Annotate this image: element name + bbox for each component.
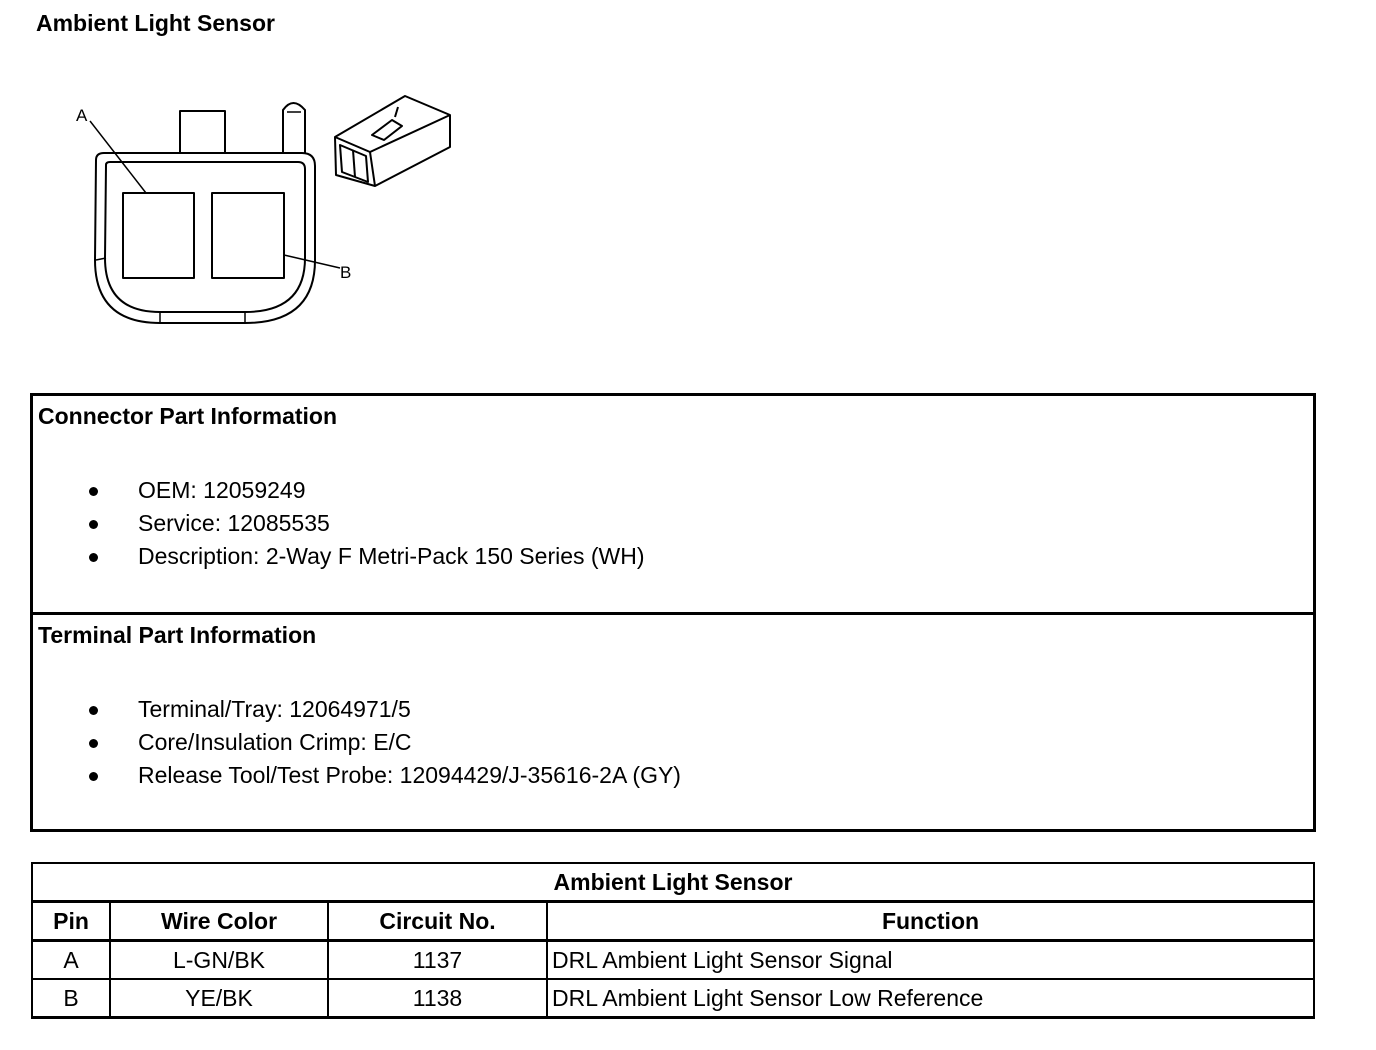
table-row [32,979,1314,1018]
column-header: Circuit No. [328,902,547,941]
wire-color-cell: L-GN/BK [110,941,328,980]
table-caption: Ambient Light Sensor [32,863,1314,902]
column-header: Pin [32,902,110,941]
pin-cell: B [32,979,110,1018]
bullet-icon [89,487,98,496]
page-title: Ambient Light Sensor [36,10,275,36]
pin-a-label: A [76,106,88,125]
bullet-icon [89,553,98,562]
pin-cell: A [32,941,110,980]
connector-part-info: Connector Part Information OEM: 12059249 Service: 12085535 Description: 2-Way F Metri-Pack 150 Series (WH) [33,396,1313,615]
bullet-icon [89,772,98,781]
function-cell: DRL Ambient Light Sensor Low Reference [547,979,1314,1018]
bullet-icon [89,520,98,529]
terminal-info-heading: Terminal Part Information [38,622,317,648]
column-header: Wire Color [110,902,328,941]
connector-info-heading: Connector Part Information [38,403,338,429]
pin-b-label: B [340,263,352,282]
pin-table [31,862,1315,1019]
circuit-cell: 1138 [328,979,547,1018]
bullet-icon [89,739,98,748]
terminal-part-info: Terminal Part Information Terminal/Tray: 12064971/5 Core/Insulation Crimp: E/C Release Tool/Test Probe: 12094429/J-35616-2A (GY) [38,622,681,788]
wire-color-cell: YE/BK [110,979,328,1018]
function-cell: DRL Ambient Light Sensor Signal [547,941,1314,980]
connector-diagram [60,90,480,340]
part-information-box [30,393,1316,832]
table-row [32,941,1314,980]
circuit-cell: 1137 [328,941,547,980]
column-header: Function [547,902,1314,941]
bullet-icon [89,706,98,715]
